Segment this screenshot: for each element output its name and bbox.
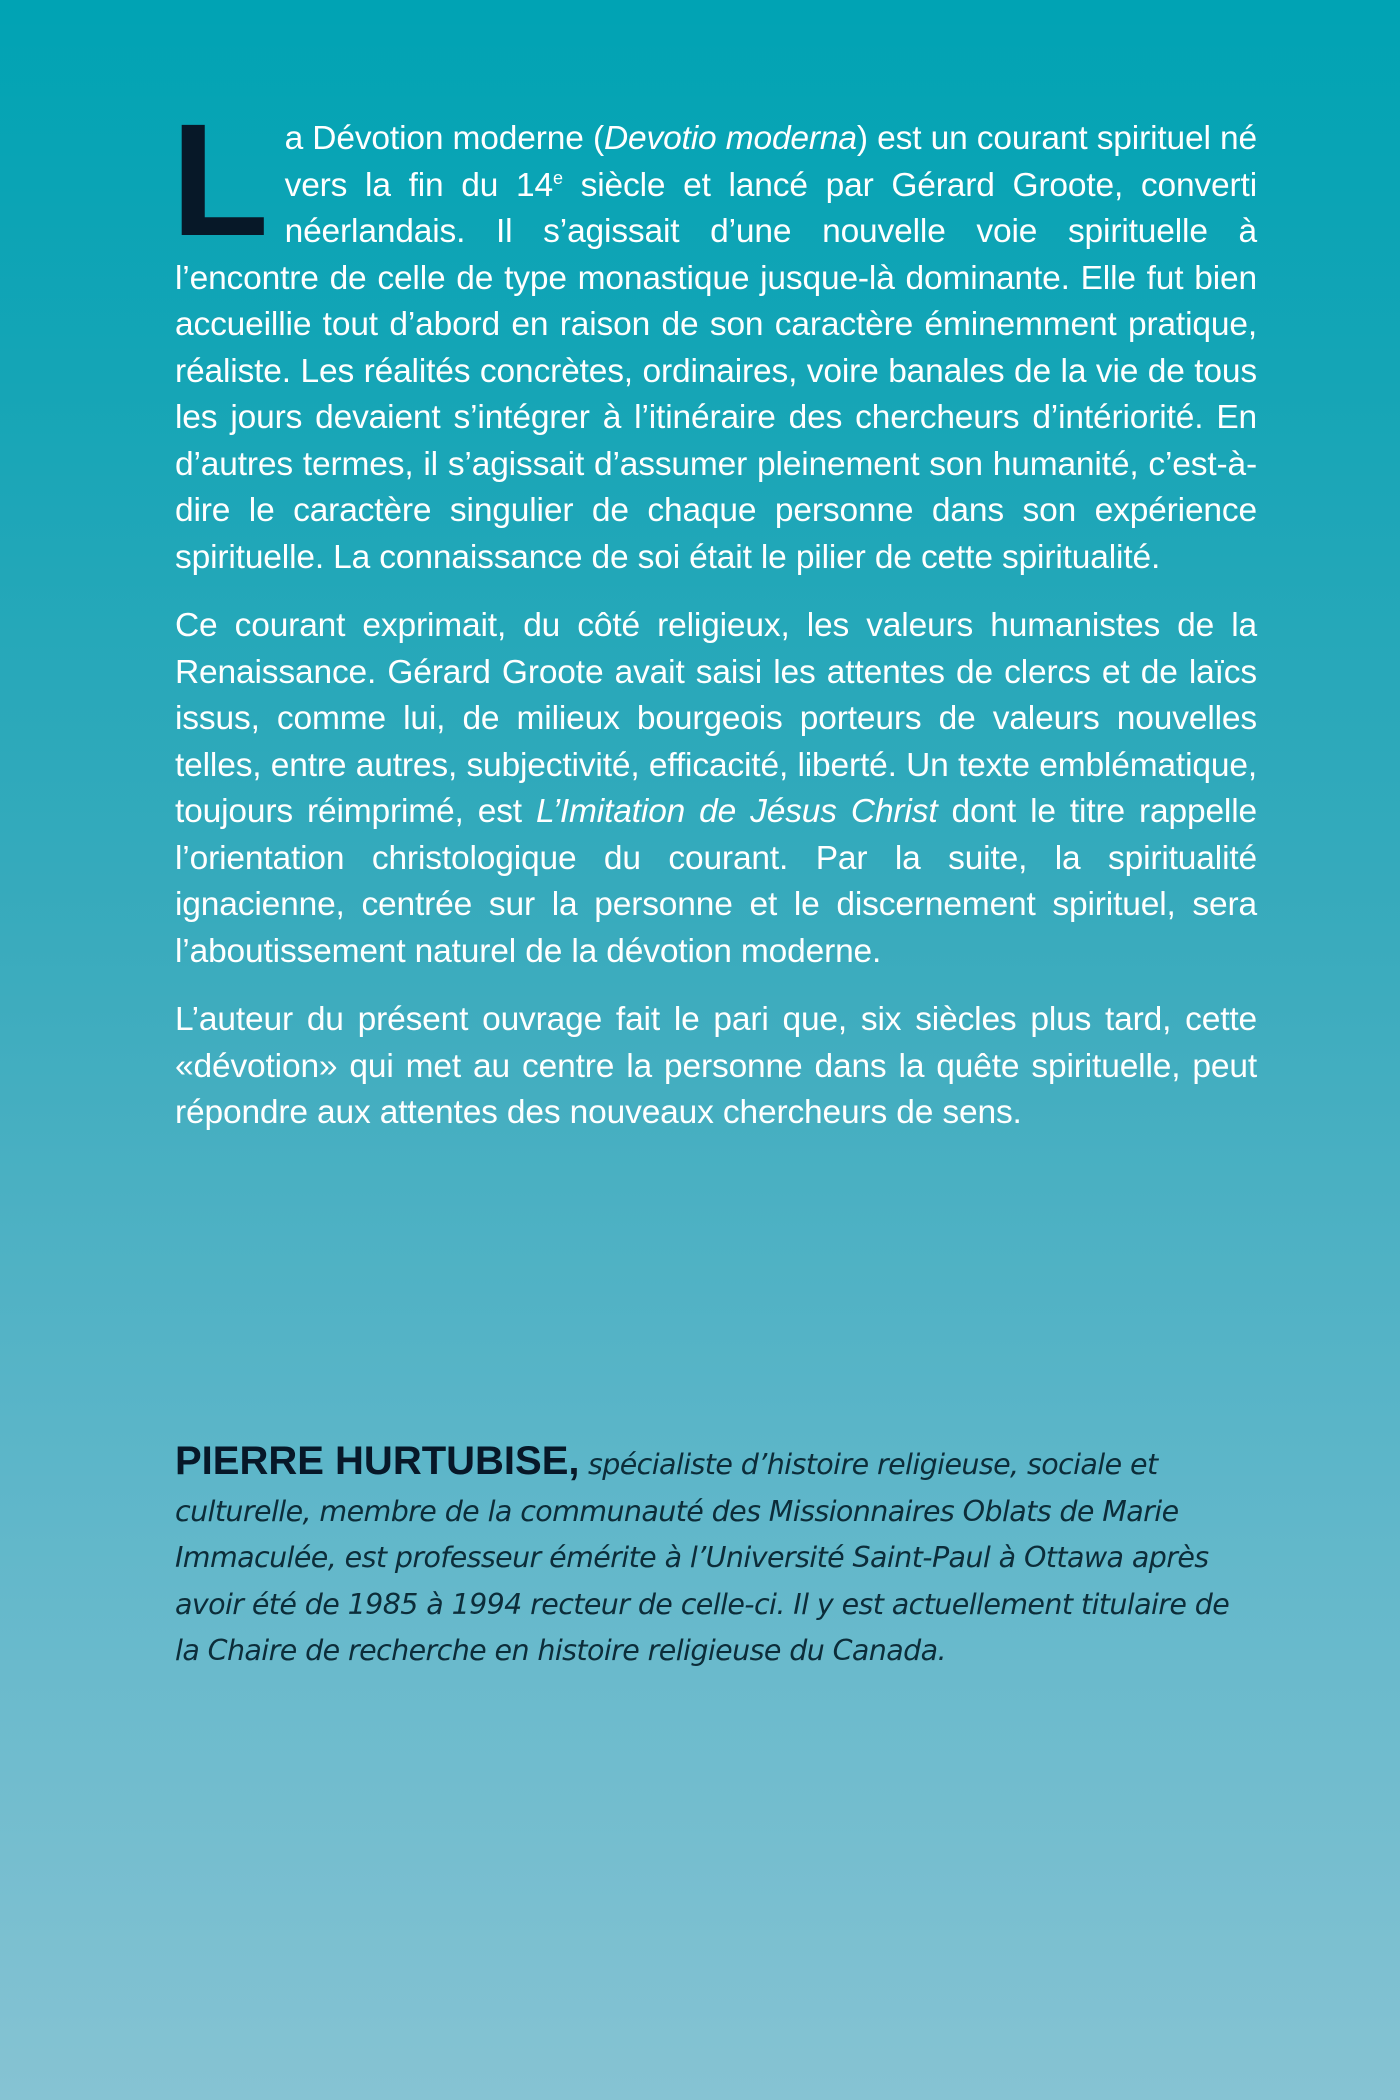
p1-text-a: a Dévotion moderne (	[284, 120, 604, 157]
author-section	[175, 1438, 1257, 1675]
blurb-paragraph-3: L’auteur du présent ouvrage fait le pari que, six siècles plus tard, cette «dévotion» qui met au centre la personne dans la quête spirituelle, peut répondre aux attentes des nouveaux chercheurs de sens.	[175, 1001, 1257, 1131]
p1-superscript: e	[552, 167, 563, 188]
p1-italic-title: Devotio moderna	[603, 120, 857, 157]
p2-text-a: Ce courant exprimait, du côté religieux, les valeurs humanistes de la Renaissance. Gérard Groote avait saisi les attentes de clercs et de laïcs issus, comme lui, de milieux bourgeois porteurs de valeurs nouvelles telles, entre autres, subjectivité, efficacité, liberté. Un texte emblématique, toujours réimprimé, est	[175, 607, 1257, 830]
p1-text-b: ) est un courant spirituel né vers la fin du 14	[284, 120, 1257, 204]
p2-text-b: dont le titre rappelle l’orientation christologique du courant. Par la suite, la spiritualité ignacienne, centrée sur la personne et le discernement spirituel, sera l’aboutissement naturel de la dévotion moderne.	[175, 793, 1257, 970]
author-bio: spécialiste d’histoire religieuse, sociale et culturelle, membre de la communauté des Missionnaires Oblats de Marie Immaculée, est professeur émérite à l’Université Saint-Paul à Ottawa après avoir été de 1985 à 1994 recteur de celle-ci. Il y est actuellement titulaire de la Chaire de recherche en histoire religieuse du Canada.	[175, 1448, 1230, 1667]
blurb-paragraph-2	[175, 603, 1257, 975]
p2-italic-title: L’Imitation de Jésus Christ	[535, 793, 938, 830]
blurb-text	[171, 90, 1257, 1159]
blurb-paragraph-1	[171, 90, 1257, 581]
drop-cap: L	[171, 90, 269, 269]
author-name: PIERRE HURTUBISE,	[175, 1439, 580, 1483]
p1-text-c: siècle et lancé par Gérard Groote, converti néerlandais. Il s’agissait d’une nouvelle voie spirituelle à l’encontre de celle de type monastique jusque-là dominante. Elle fut bien accueillie tout d’abord en raison de son caractère éminemment pratique, réaliste. Les réalités concrètes, ordinaires, voire banales de la vie de tous les jours devaient s’intégrer à l’itinéraire des chercheurs d’intériorité. En d’autres termes, il s’agissait d’assumer pleinement son humanité, c’est-à-dire le caractère singulier de chaque personne dans son expérience spirituelle. La connaissance de soi était le pilier de cette spiritualité.	[175, 166, 1257, 576]
